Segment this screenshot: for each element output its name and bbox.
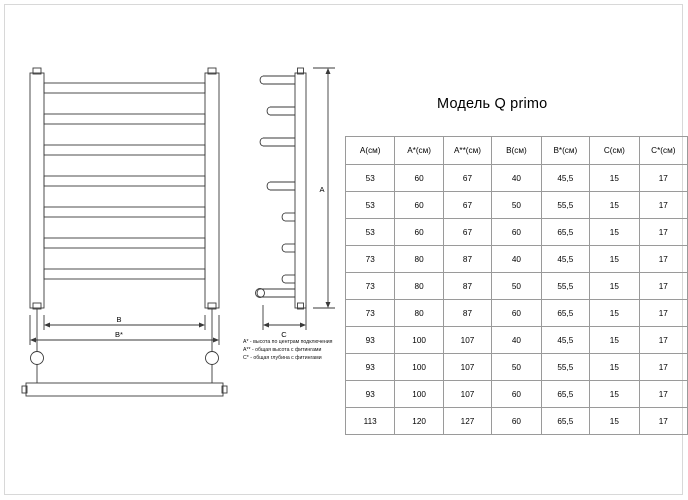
cell-b: 60	[492, 408, 541, 435]
cell-a-star: 80	[395, 300, 443, 327]
model-title: Модель Q primo	[437, 96, 548, 112]
cell-a-star: 60	[395, 165, 443, 192]
cell-c-star: 17	[639, 381, 687, 408]
cell-a-doublestar: 67	[443, 219, 491, 246]
cell-c: 15	[590, 192, 640, 219]
cell-c-star: 17	[639, 192, 687, 219]
cell-a: 73	[346, 300, 395, 327]
cell-b-star: 45,5	[541, 165, 590, 192]
col-header-a-doublestar: А**(см)	[443, 137, 491, 165]
col-header-c-star: С*(см)	[639, 137, 687, 165]
legend-notes	[243, 338, 348, 362]
cell-a: 93	[346, 354, 395, 381]
col-header-a: А(см)	[346, 137, 395, 165]
drawing-svg	[0, 0, 340, 500]
front-view-rungs	[44, 83, 205, 279]
spec-table-body	[346, 165, 688, 435]
dimension-b-star	[30, 315, 219, 345]
cell-a-doublestar: 67	[443, 165, 491, 192]
cell-c: 15	[590, 165, 640, 192]
cell-c-star: 17	[639, 408, 687, 435]
cell-b-star: 65,5	[541, 408, 590, 435]
spec-table	[345, 136, 688, 435]
legend-note-a: А* - высота по центрам подключения	[243, 339, 333, 345]
cell-b-star: 55,5	[541, 354, 590, 381]
cell-a: 73	[346, 246, 395, 273]
cell-b-star: 45,5	[541, 246, 590, 273]
cell-a-doublestar: 107	[443, 327, 491, 354]
cell-c-star: 17	[639, 246, 687, 273]
cell-b: 60	[492, 381, 541, 408]
table-row	[346, 354, 688, 381]
cell-b-star: 55,5	[541, 192, 590, 219]
cell-a-doublestar: 87	[443, 246, 491, 273]
dimension-label-c: С	[281, 330, 287, 339]
cell-c-star: 17	[639, 165, 687, 192]
cell-a: 53	[346, 192, 395, 219]
col-header-b-star: В*(см)	[541, 137, 590, 165]
table-row	[346, 381, 688, 408]
cell-c-star: 17	[639, 300, 687, 327]
cell-c: 15	[590, 246, 640, 273]
cell-c-star: 17	[639, 219, 687, 246]
cell-c: 15	[590, 327, 640, 354]
cell-b-star: 45,5	[541, 327, 590, 354]
cell-a: 73	[346, 273, 395, 300]
cell-a-star: 60	[395, 219, 443, 246]
cell-b-star: 65,5	[541, 219, 590, 246]
cell-a-doublestar: 87	[443, 300, 491, 327]
cell-a-star: 100	[395, 381, 443, 408]
cell-b: 50	[492, 192, 541, 219]
cell-a: 93	[346, 381, 395, 408]
cell-a-star: 100	[395, 327, 443, 354]
cell-c-star: 17	[639, 327, 687, 354]
col-header-b: В(см)	[492, 137, 541, 165]
cell-a-star: 120	[395, 408, 443, 435]
legend-note-aa: А** - общая высота с фитингами	[243, 347, 322, 354]
table-header-row	[346, 137, 688, 165]
front-view-bottom-assembly	[22, 309, 227, 396]
cell-a: 113	[346, 408, 395, 435]
table-row	[346, 408, 688, 435]
front-view-frame	[30, 68, 219, 309]
cell-a: 93	[346, 327, 395, 354]
cell-a-star: 80	[395, 246, 443, 273]
table-row	[346, 165, 688, 192]
cell-a-star: 80	[395, 273, 443, 300]
cell-b: 60	[492, 300, 541, 327]
dimension-label-a: А	[319, 185, 325, 194]
cell-b: 50	[492, 273, 541, 300]
table-row	[346, 327, 688, 354]
table-row	[346, 219, 688, 246]
cell-a-doublestar: 107	[443, 381, 491, 408]
cell-a-doublestar: 67	[443, 192, 491, 219]
cell-a-doublestar: 127	[443, 408, 491, 435]
table-row	[346, 300, 688, 327]
cell-b: 40	[492, 246, 541, 273]
table-row	[346, 273, 688, 300]
dimension-label-b-star: В*	[115, 330, 123, 339]
cell-a-star: 60	[395, 192, 443, 219]
col-header-c: С(см)	[590, 137, 640, 165]
cell-b: 40	[492, 327, 541, 354]
spec-table-wrap	[345, 136, 688, 435]
cell-c-star: 17	[639, 273, 687, 300]
cell-a-star: 100	[395, 354, 443, 381]
side-view-bottom	[256, 289, 296, 298]
legend-note-c: С* - общая глубина с фитингами	[243, 355, 322, 362]
cell-b: 50	[492, 354, 541, 381]
cell-a: 53	[346, 219, 395, 246]
table-row	[346, 192, 688, 219]
side-view	[256, 68, 307, 309]
cell-c: 15	[590, 381, 640, 408]
cell-c: 15	[590, 219, 640, 246]
cell-b: 60	[492, 219, 541, 246]
cell-c: 15	[590, 354, 640, 381]
side-view-rungs	[260, 76, 295, 283]
cell-c-star: 17	[639, 354, 687, 381]
dimension-label-b: В	[116, 315, 122, 324]
cell-c: 15	[590, 273, 640, 300]
table-row	[346, 246, 688, 273]
cell-b-star: 65,5	[541, 381, 590, 408]
col-header-a-star: А*(см)	[395, 137, 443, 165]
cell-a-doublestar: 107	[443, 354, 491, 381]
cell-b: 40	[492, 165, 541, 192]
cell-c: 15	[590, 300, 640, 327]
cell-c: 15	[590, 408, 640, 435]
cell-b-star: 65,5	[541, 300, 590, 327]
cell-b-star: 55,5	[541, 273, 590, 300]
cell-a: 53	[346, 165, 395, 192]
dimension-b	[44, 315, 205, 330]
product-drawing	[0, 0, 340, 500]
cell-a-doublestar: 87	[443, 273, 491, 300]
spec-table-head	[346, 137, 688, 165]
